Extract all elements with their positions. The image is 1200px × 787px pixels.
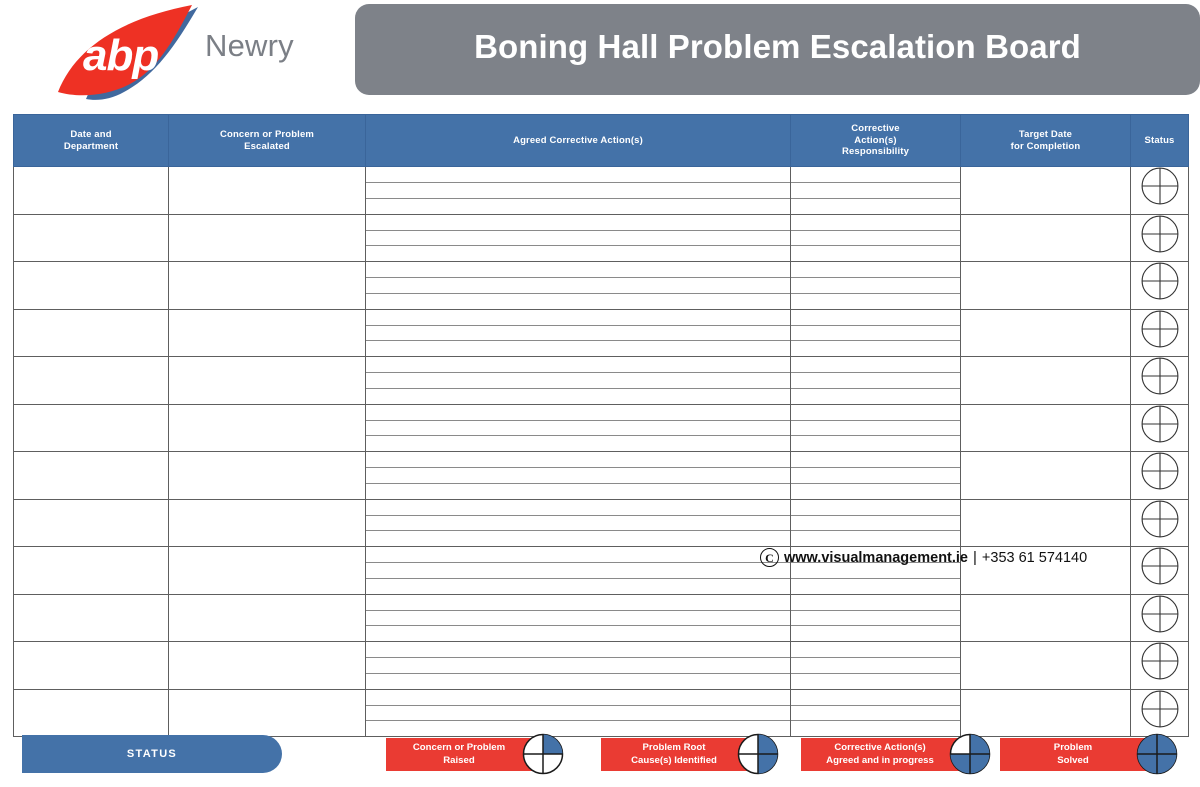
cell-status[interactable]: [1131, 214, 1189, 262]
status-legend: [0, 730, 1200, 780]
row-subline: [366, 230, 790, 231]
row-subline: [366, 198, 790, 199]
page-title: Boning Hall Problem Escalation Board: [474, 27, 1081, 65]
cell-responsibility[interactable]: [791, 547, 961, 595]
cell-responsibility[interactable]: [791, 499, 961, 547]
table-header-row: [14, 115, 1189, 167]
legend-label: Problem Root Cause(s) Identified: [601, 738, 749, 771]
legend-item-1[interactable]: [386, 733, 564, 775]
row-subline: [791, 372, 960, 373]
row-subline: [366, 372, 790, 373]
table-row[interactable]: [14, 357, 1189, 405]
cell-concern[interactable]: [169, 214, 366, 262]
watermark-phone: +353 61 574140: [981, 549, 1088, 566]
status-indicator-icon: [522, 733, 564, 775]
board-header: [0, 0, 1200, 105]
cell-concern[interactable]: [169, 404, 366, 452]
cell-target_date[interactable]: [961, 357, 1131, 405]
cell-responsibility[interactable]: [791, 262, 961, 310]
cell-status[interactable]: [1131, 499, 1189, 547]
copyright-icon: C: [760, 548, 779, 567]
row-subline: [791, 388, 960, 389]
column-header-agreed_action: Agreed Corrective Action(s): [366, 115, 791, 167]
cell-agreed_action[interactable]: [366, 404, 791, 452]
row-subline: [791, 182, 960, 183]
cell-target_date[interactable]: [961, 594, 1131, 642]
row-subline: [791, 467, 960, 468]
legend-item-4[interactable]: [1000, 733, 1178, 775]
table-header: [14, 115, 1189, 167]
column-header-target_date: Target Date for Completion: [961, 115, 1131, 167]
table-body: [14, 167, 1189, 737]
cell-status[interactable]: [1131, 357, 1189, 405]
cell-target_date[interactable]: [961, 547, 1131, 595]
row-subline: [366, 720, 790, 721]
cell-responsibility[interactable]: [791, 642, 961, 690]
row-subline: [366, 530, 790, 531]
cell-concern[interactable]: [169, 547, 366, 595]
cell-date_department[interactable]: [14, 357, 169, 405]
cell-agreed_action[interactable]: [366, 547, 791, 595]
table-row[interactable]: [14, 642, 1189, 690]
status-indicator-icon: [1141, 215, 1179, 253]
cell-agreed_action[interactable]: [366, 309, 791, 357]
cell-agreed_action[interactable]: [366, 452, 791, 500]
cell-concern[interactable]: [169, 357, 366, 405]
table-row[interactable]: [14, 594, 1189, 642]
row-subline: [366, 657, 790, 658]
column-header-concern: Concern or Problem Escalated: [169, 115, 366, 167]
row-subline: [791, 578, 960, 579]
status-indicator-icon: [1141, 690, 1179, 728]
cell-status[interactable]: [1131, 404, 1189, 452]
cell-target_date[interactable]: [961, 309, 1131, 357]
row-subline: [366, 625, 790, 626]
legend-item-3[interactable]: [801, 733, 991, 775]
row-subline: [791, 657, 960, 658]
legend-label: Concern or Problem Raised: [386, 738, 534, 771]
status-indicator-icon: [737, 733, 779, 775]
legend-status-circle: [737, 733, 779, 775]
table-row[interactable]: [14, 167, 1189, 215]
row-subline: [366, 182, 790, 183]
row-subline: [366, 388, 790, 389]
status-indicator-icon: [1141, 405, 1179, 443]
cell-date_department[interactable]: [14, 404, 169, 452]
cell-agreed_action[interactable]: [366, 214, 791, 262]
column-header-responsibility: Corrective Action(s) Responsibility: [791, 115, 961, 167]
status-indicator-icon: [1141, 357, 1179, 395]
title-bar: [355, 4, 1200, 95]
site-name: Newry: [205, 28, 294, 63]
cell-date_department[interactable]: [14, 214, 169, 262]
escalation-table: [13, 114, 1189, 737]
svg-text:abp: abp: [83, 31, 159, 80]
legend-label: Problem Solved: [1000, 738, 1148, 771]
cell-status[interactable]: [1131, 262, 1189, 310]
table-row[interactable]: [14, 547, 1189, 595]
row-subline: [791, 277, 960, 278]
cell-responsibility[interactable]: [791, 214, 961, 262]
row-subline: [366, 325, 790, 326]
cell-target_date[interactable]: [961, 214, 1131, 262]
cell-status[interactable]: [1131, 547, 1189, 595]
cell-concern[interactable]: [169, 309, 366, 357]
status-indicator-icon: [1141, 262, 1179, 300]
row-subline: [366, 420, 790, 421]
cell-date_department[interactable]: [14, 262, 169, 310]
row-subline: [791, 325, 960, 326]
table-row[interactable]: [14, 404, 1189, 452]
cell-responsibility[interactable]: [791, 452, 961, 500]
row-subline: [366, 483, 790, 484]
row-subline: [791, 435, 960, 436]
status-indicator-icon: [1141, 452, 1179, 490]
legend-item-2[interactable]: [601, 733, 779, 775]
cell-agreed_action[interactable]: [366, 357, 791, 405]
row-subline: [791, 293, 960, 294]
row-subline: [366, 435, 790, 436]
row-subline: [791, 562, 960, 563]
cell-agreed_action[interactable]: [366, 262, 791, 310]
legend-label: Corrective Action(s) Agreed and in progress: [801, 738, 961, 771]
status-indicator-icon: [1141, 595, 1179, 633]
cell-concern[interactable]: [169, 594, 366, 642]
cell-target_date[interactable]: [961, 452, 1131, 500]
row-subline: [366, 340, 790, 341]
cell-date_department[interactable]: [14, 167, 169, 215]
status-indicator-icon: [1141, 547, 1179, 585]
legend-status-circle: [949, 733, 991, 775]
row-subline: [791, 625, 960, 626]
row-subline: [366, 610, 790, 611]
row-subline: [366, 277, 790, 278]
legend-status-circle: [522, 733, 564, 775]
abp-logo: [46, 4, 206, 102]
row-subline: [791, 530, 960, 531]
cell-target_date[interactable]: [961, 167, 1131, 215]
row-subline: [791, 483, 960, 484]
cell-date_department[interactable]: [14, 499, 169, 547]
cell-status[interactable]: [1131, 452, 1189, 500]
cell-concern[interactable]: [169, 642, 366, 690]
row-subline: [366, 515, 790, 516]
cell-date_department[interactable]: [14, 452, 169, 500]
cell-agreed_action[interactable]: [366, 499, 791, 547]
table-row[interactable]: [14, 452, 1189, 500]
table-row[interactable]: [14, 214, 1189, 262]
table-row[interactable]: [14, 309, 1189, 357]
cell-concern[interactable]: [169, 499, 366, 547]
status-indicator-icon: [1141, 167, 1179, 205]
cell-date_department[interactable]: [14, 309, 169, 357]
row-subline: [791, 705, 960, 706]
table-row[interactable]: [14, 499, 1189, 547]
row-subline: [366, 562, 790, 563]
row-subline: [366, 673, 790, 674]
row-subline: [791, 245, 960, 246]
escalation-table-wrap: [13, 114, 1188, 723]
status-indicator-icon: [1141, 642, 1179, 680]
cell-agreed_action[interactable]: [366, 642, 791, 690]
row-subline: [366, 705, 790, 706]
cell-status[interactable]: [1131, 167, 1189, 215]
cell-date_department[interactable]: [14, 642, 169, 690]
row-subline: [791, 198, 960, 199]
status-indicator-icon: [949, 733, 991, 775]
row-subline: [791, 420, 960, 421]
status-indicator-icon: [1141, 310, 1179, 348]
row-subline: [791, 230, 960, 231]
status-pill: STATUS: [22, 735, 282, 773]
cell-date_department[interactable]: [14, 594, 169, 642]
cell-target_date[interactable]: [961, 262, 1131, 310]
column-header-date_department: Date and Department: [14, 115, 169, 167]
cell-responsibility[interactable]: [791, 309, 961, 357]
watermark-website: www.visualmanagement.ie: [784, 549, 968, 566]
cell-agreed_action[interactable]: [366, 594, 791, 642]
cell-target_date[interactable]: [961, 499, 1131, 547]
cell-responsibility[interactable]: [791, 167, 961, 215]
abp-logo-icon: [46, 4, 206, 102]
row-subline: [791, 610, 960, 611]
cell-status[interactable]: [1131, 309, 1189, 357]
row-subline: [791, 673, 960, 674]
row-subline: [366, 578, 790, 579]
cell-target_date[interactable]: [961, 404, 1131, 452]
row-subline: [366, 293, 790, 294]
cell-responsibility[interactable]: [791, 357, 961, 405]
status-indicator-icon: [1141, 500, 1179, 538]
row-subline: [791, 340, 960, 341]
cell-date_department[interactable]: [14, 547, 169, 595]
legend-status-circle: [1136, 733, 1178, 775]
row-subline: [791, 720, 960, 721]
cell-responsibility[interactable]: [791, 404, 961, 452]
row-subline: [366, 467, 790, 468]
cell-responsibility[interactable]: [791, 594, 961, 642]
cell-target_date[interactable]: [961, 642, 1131, 690]
cell-concern[interactable]: [169, 452, 366, 500]
table-row[interactable]: [14, 262, 1189, 310]
status-indicator-icon: [1136, 733, 1178, 775]
cell-concern[interactable]: [169, 167, 366, 215]
cell-status[interactable]: [1131, 594, 1189, 642]
row-subline: [366, 245, 790, 246]
watermark-separator: |: [973, 549, 977, 566]
cell-status[interactable]: [1131, 642, 1189, 690]
row-subline: [791, 515, 960, 516]
cell-agreed_action[interactable]: [366, 167, 791, 215]
cell-concern[interactable]: [169, 262, 366, 310]
column-header-status: Status: [1131, 115, 1189, 167]
